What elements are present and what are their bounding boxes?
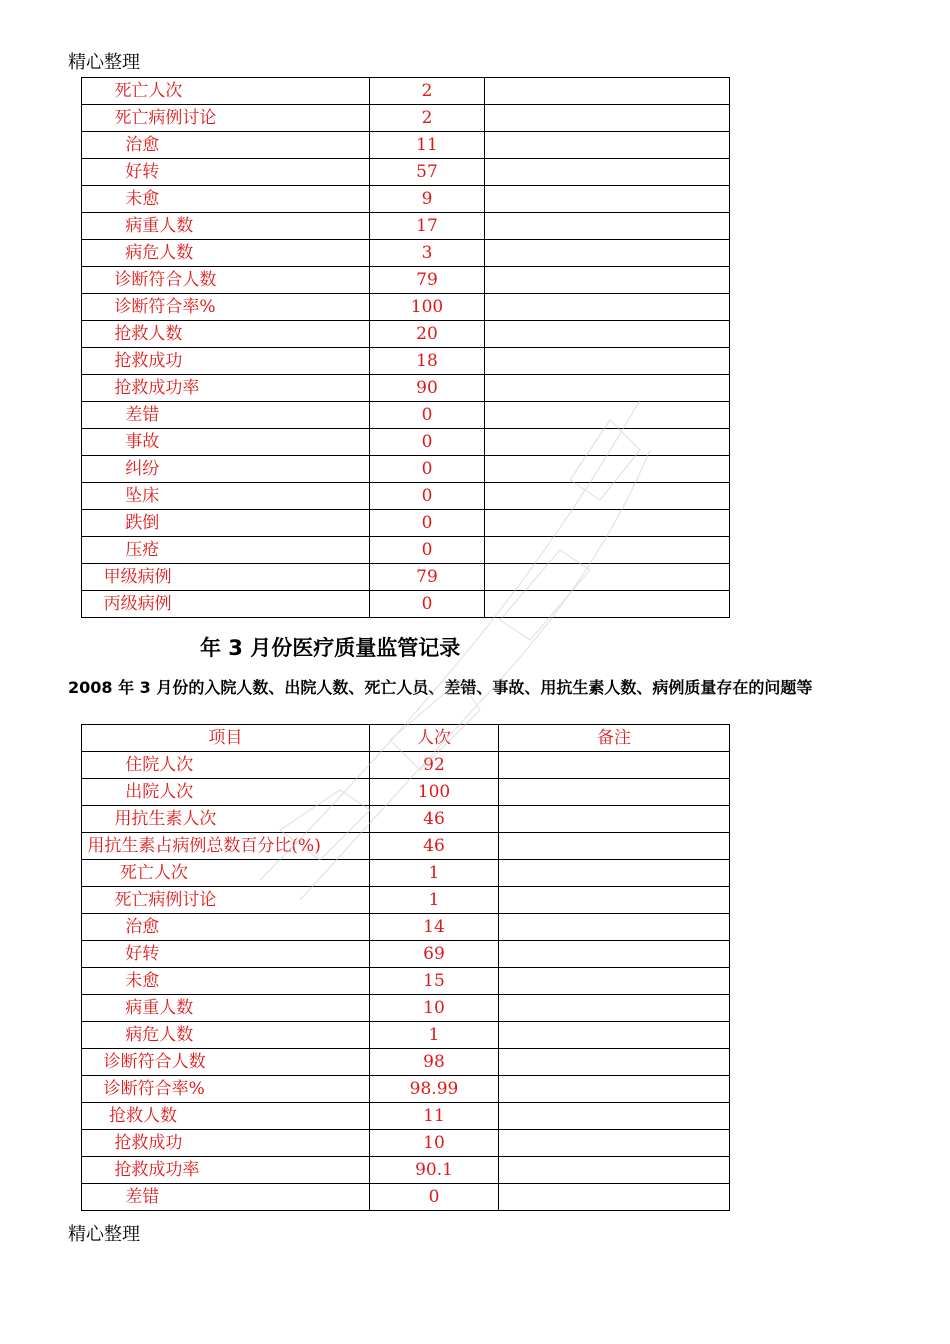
table-row: [82, 375, 730, 402]
row-remarks: [485, 483, 730, 510]
row-remarks: [499, 806, 730, 833]
row-label-indent: [82, 243, 125, 263]
row-label-cell: [82, 779, 370, 806]
table-row: [82, 941, 730, 968]
table-row: [82, 914, 730, 941]
row-label-cell: [82, 995, 370, 1022]
row-label: 好转: [125, 944, 160, 964]
row-value: 100: [370, 294, 485, 321]
table-row: [82, 995, 730, 1022]
row-remarks: [485, 294, 730, 321]
page-footer-text: 精心整理: [68, 1224, 140, 1245]
row-value: 14: [370, 914, 499, 941]
section-description: 2008 年 3 月份的入院人数、出院人数、死亡人员、差错、事故、用抗生素人数、病例质量存在的问题等: [68, 678, 813, 697]
row-value: 0: [370, 483, 485, 510]
row-label-cell: [82, 132, 370, 159]
row-label-indent: [82, 782, 125, 802]
row-label: 差错: [125, 405, 160, 425]
table-row: [82, 1103, 730, 1130]
table-row: [82, 968, 730, 995]
row-remarks: [485, 78, 730, 105]
row-remarks: [485, 510, 730, 537]
row-remarks: [485, 429, 730, 456]
row-value: 79: [370, 564, 485, 591]
row-label: 抢救成功: [114, 351, 183, 371]
row-label-indent: [82, 1079, 104, 1099]
row-label: 未愈: [125, 971, 160, 991]
row-label-indent: [82, 216, 125, 236]
row-value: 15: [370, 968, 499, 995]
table-row: [82, 321, 730, 348]
row-label-indent: [82, 108, 114, 128]
row-remarks: [499, 1130, 730, 1157]
row-value: 0: [370, 402, 485, 429]
row-value: 17: [370, 213, 485, 240]
row-remarks: [485, 564, 730, 591]
column-header-count: 人次: [370, 725, 499, 752]
table-row: [82, 1049, 730, 1076]
row-remarks: [499, 752, 730, 779]
table-row: [82, 1130, 730, 1157]
table2-body: [82, 752, 730, 1211]
row-label: 治愈: [125, 135, 160, 155]
section-title: 年 3 月份医疗质量监管记录: [200, 636, 461, 660]
row-remarks: [499, 914, 730, 941]
row-remarks: [499, 1103, 730, 1130]
table-row: [82, 887, 730, 914]
row-label: 用抗生素人次: [114, 809, 217, 829]
row-label: 诊断符合人数: [103, 1052, 206, 1072]
table-row: [82, 779, 730, 806]
row-label-cell: [82, 213, 370, 240]
row-label: 坠床: [125, 486, 160, 506]
row-remarks: [485, 537, 730, 564]
row-remarks: [499, 833, 730, 860]
table-row: [82, 1076, 730, 1103]
row-value: 0: [370, 429, 485, 456]
row-label-indent: [82, 1160, 114, 1180]
row-label: 诊断符合率%: [114, 297, 216, 317]
table-row: [82, 1184, 730, 1211]
row-label-cell: [82, 1076, 370, 1103]
row-label: 住院人次: [125, 755, 194, 775]
row-label-cell: [82, 887, 370, 914]
row-label: 好转: [125, 162, 160, 182]
row-remarks: [485, 591, 730, 618]
table-row: [82, 806, 730, 833]
row-label: 死亡人次: [114, 81, 183, 101]
row-label-indent: [82, 594, 104, 614]
table-row: [82, 402, 730, 429]
row-label-indent: [82, 540, 125, 560]
row-label-indent: [82, 944, 125, 964]
row-label-indent: [82, 1025, 125, 1045]
row-label-cell: [82, 1157, 370, 1184]
row-label-cell: [82, 186, 370, 213]
row-label-indent: [82, 432, 125, 452]
table-row: [82, 429, 730, 456]
row-value: 2: [370, 105, 485, 132]
table-row: [82, 132, 730, 159]
row-value: 1: [370, 1022, 499, 1049]
row-label-indent: [82, 1133, 114, 1153]
row-value: 0: [370, 510, 485, 537]
row-remarks: [499, 860, 730, 887]
row-remarks: [485, 456, 730, 483]
row-label-cell: [82, 294, 370, 321]
row-label: 病重人数: [125, 998, 194, 1018]
row-value: 11: [370, 1103, 499, 1130]
row-label: 病危人数: [125, 243, 194, 263]
row-label-indent: [82, 1187, 125, 1207]
row-label-cell: [82, 348, 370, 375]
table-row: [82, 348, 730, 375]
row-label-indent: [82, 324, 114, 344]
row-label-indent: [82, 567, 104, 587]
row-label: 诊断符合率%: [103, 1079, 205, 1099]
row-label-indent: [82, 809, 114, 829]
row-label-cell: [82, 833, 370, 860]
row-value: 0: [370, 456, 485, 483]
row-label-indent: [82, 297, 114, 317]
row-label: 纠纷: [125, 459, 160, 479]
row-remarks: [485, 132, 730, 159]
row-value: 98.99: [370, 1076, 499, 1103]
row-value: 57: [370, 159, 485, 186]
row-label-cell: [82, 429, 370, 456]
table1-body: [82, 78, 730, 618]
row-label-cell: [82, 375, 370, 402]
row-label: 压疮: [125, 540, 160, 560]
column-header-item: 项目: [82, 725, 370, 752]
row-label-cell: [82, 1103, 370, 1130]
table-row: [82, 186, 730, 213]
row-remarks: [485, 186, 730, 213]
row-label: 抢救人数: [114, 324, 183, 344]
row-label-cell: [82, 321, 370, 348]
row-label: 差错: [125, 1187, 160, 1207]
row-label: 抢救成功率: [114, 378, 200, 398]
row-remarks: [499, 1157, 730, 1184]
row-label-indent: [82, 378, 114, 398]
table-row: [82, 294, 730, 321]
row-label: 出院人次: [125, 782, 194, 802]
row-value: 20: [370, 321, 485, 348]
row-label-indent: [82, 405, 125, 425]
row-remarks: [499, 779, 730, 806]
row-label-indent: [82, 863, 120, 883]
row-label-cell: [82, 78, 370, 105]
row-remarks: [485, 375, 730, 402]
table-row: [82, 213, 730, 240]
row-label: 治愈: [125, 917, 160, 937]
row-label-cell: [82, 752, 370, 779]
row-label-cell: [82, 402, 370, 429]
row-value: 1: [370, 860, 499, 887]
row-label-cell: [82, 159, 370, 186]
row-label-cell: [82, 1049, 370, 1076]
row-remarks: [499, 968, 730, 995]
row-label-indent: [82, 459, 125, 479]
row-label-indent: [82, 135, 125, 155]
table-row: [82, 456, 730, 483]
row-label: 用抗生素占病例总数百分比(%): [87, 836, 321, 856]
row-remarks: [499, 887, 730, 914]
table2-header-row: [82, 725, 730, 752]
row-label-cell: [82, 1130, 370, 1157]
row-label-indent: [82, 890, 114, 910]
row-value: 9: [370, 186, 485, 213]
row-value: 18: [370, 348, 485, 375]
table-row: [82, 564, 730, 591]
row-label: 未愈: [125, 189, 160, 209]
table-row: [82, 833, 730, 860]
row-label: 抢救成功率: [114, 1160, 200, 1180]
row-label-cell: [82, 510, 370, 537]
row-remarks: [499, 995, 730, 1022]
row-remarks: [499, 1184, 730, 1211]
table-row: [82, 510, 730, 537]
table-row: [82, 267, 730, 294]
row-label-cell: [82, 806, 370, 833]
row-remarks: [485, 348, 730, 375]
row-value: 98: [370, 1049, 499, 1076]
row-remarks: [485, 267, 730, 294]
row-label-cell: [82, 564, 370, 591]
table-row: [82, 752, 730, 779]
row-label-indent: [82, 81, 114, 101]
row-remarks: [499, 1022, 730, 1049]
row-value: 2: [370, 78, 485, 105]
table-row: [82, 591, 730, 618]
page-header-text: 精心整理: [68, 52, 140, 73]
row-value: 79: [370, 267, 485, 294]
table-row: [82, 860, 730, 887]
row-label: 死亡病例讨论: [114, 108, 217, 128]
row-remarks: [485, 105, 730, 132]
row-label-cell: [82, 456, 370, 483]
row-value: 0: [370, 591, 485, 618]
row-value: 3: [370, 240, 485, 267]
row-label-indent: [82, 971, 125, 991]
row-label-cell: [82, 591, 370, 618]
table-row: [82, 1022, 730, 1049]
row-label-indent: [82, 351, 114, 371]
table-row: [82, 240, 730, 267]
row-label-cell: [82, 1184, 370, 1211]
row-label-indent: [82, 1052, 104, 1072]
table-row: [82, 483, 730, 510]
row-label-indent: [82, 513, 125, 533]
row-value: 10: [370, 995, 499, 1022]
row-label: 丙级病例: [103, 594, 172, 614]
row-remarks: [485, 321, 730, 348]
row-label-cell: [82, 914, 370, 941]
row-remarks: [499, 941, 730, 968]
row-label-indent: [82, 755, 125, 775]
row-remarks: [499, 1076, 730, 1103]
row-label-cell: [82, 105, 370, 132]
row-label: 死亡病例讨论: [114, 890, 217, 910]
column-header-remarks: 备注: [499, 725, 730, 752]
row-label: 甲级病例: [103, 567, 172, 587]
row-remarks: [485, 213, 730, 240]
row-value: 0: [370, 1184, 499, 1211]
row-remarks: [485, 240, 730, 267]
row-value: 1: [370, 887, 499, 914]
row-label-cell: [82, 1022, 370, 1049]
row-label: 事故: [125, 432, 160, 452]
row-label-cell: [82, 968, 370, 995]
row-label-cell: [82, 240, 370, 267]
row-label-cell: [82, 537, 370, 564]
row-label: 诊断符合人数: [114, 270, 217, 290]
table-row: [82, 78, 730, 105]
table-row: [82, 1157, 730, 1184]
row-value: 92: [370, 752, 499, 779]
row-value: 46: [370, 833, 499, 860]
row-label-indent: [82, 917, 125, 937]
table-row: [82, 537, 730, 564]
row-label: 抢救人数: [109, 1106, 178, 1126]
row-label: 死亡人次: [119, 863, 188, 883]
table-row: [82, 105, 730, 132]
row-label-cell: [82, 860, 370, 887]
row-value: 0: [370, 537, 485, 564]
row-label-indent: [82, 270, 114, 290]
row-value: 46: [370, 806, 499, 833]
quality-stats-table-continued: [81, 77, 730, 618]
row-label: 抢救成功: [114, 1133, 183, 1153]
table-row: [82, 159, 730, 186]
row-label-cell: [82, 267, 370, 294]
row-value: 90: [370, 375, 485, 402]
row-label-indent: [82, 998, 125, 1018]
row-remarks: [485, 159, 730, 186]
row-value: 90.1: [370, 1157, 499, 1184]
march-quality-stats-table: [81, 724, 730, 1211]
row-label-indent: [82, 1106, 109, 1126]
row-label-indent: [82, 486, 125, 506]
row-label: 跌倒: [125, 513, 160, 533]
row-remarks: [485, 402, 730, 429]
row-label-cell: [82, 483, 370, 510]
row-remarks: [499, 1049, 730, 1076]
row-label: 病危人数: [125, 1025, 194, 1045]
row-label: 病重人数: [125, 216, 194, 236]
row-value: 10: [370, 1130, 499, 1157]
row-label-cell: [82, 941, 370, 968]
row-label-indent: [82, 162, 125, 182]
row-value: 69: [370, 941, 499, 968]
row-value: 11: [370, 132, 485, 159]
row-value: 100: [370, 779, 499, 806]
row-label-indent: [82, 189, 125, 209]
